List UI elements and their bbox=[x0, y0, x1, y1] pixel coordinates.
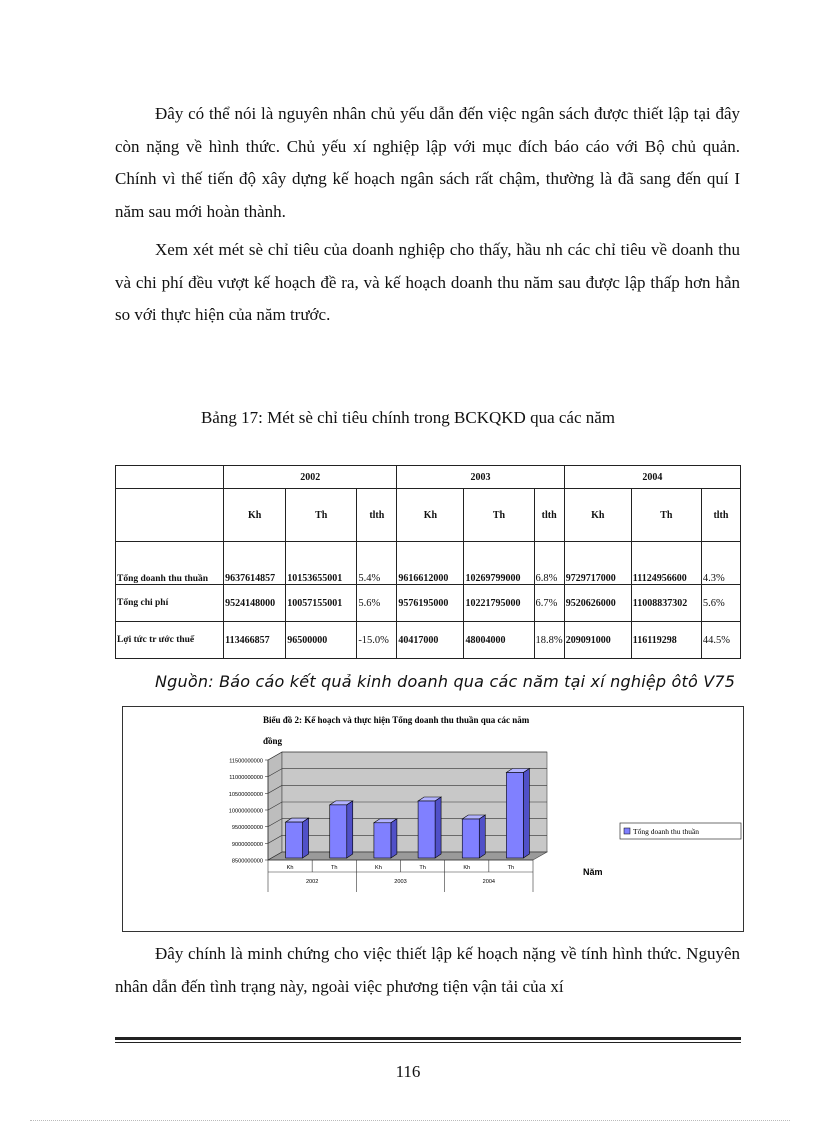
x-tick-label: Th bbox=[419, 865, 426, 871]
chart-floor bbox=[268, 852, 547, 860]
x-axis-label: Năm bbox=[583, 867, 603, 877]
sub-header-th: Th bbox=[464, 489, 534, 542]
table-corner bbox=[116, 466, 224, 489]
table-cell: 5.6% bbox=[357, 585, 397, 622]
bar bbox=[330, 805, 347, 858]
table-cell: 96500000 bbox=[286, 622, 357, 659]
table-cell: 10153655001 bbox=[286, 542, 357, 585]
year-header: 2002 bbox=[224, 466, 397, 489]
sub-header-kh: Kh bbox=[224, 489, 286, 542]
bar-side bbox=[523, 769, 529, 858]
table-cell: 116119298 bbox=[631, 622, 701, 659]
y-tick-label: 10500000000 bbox=[228, 791, 263, 798]
sub-header-tlth: tlth bbox=[357, 489, 397, 542]
table-cell: 48004000 bbox=[464, 622, 534, 659]
chart-title: Biểu đồ 2: Kế hoạch và thực hiện Tổng doanh thu thuần qua các năm bbox=[263, 715, 530, 725]
paragraph-3: Đây chính là minh chứng cho việc thiết lập kế hoạch nặng về tính hình thức. Nguyên nhân dẫn đến tình trạng này, ngoài việc phương tiện vận tải của xí bbox=[115, 944, 740, 996]
table-cell: 9520626000 bbox=[564, 585, 631, 622]
y-tick-label: 9500000000 bbox=[231, 825, 263, 832]
table-cell: 9524148000 bbox=[224, 585, 286, 622]
table-cell: 9616612000 bbox=[397, 542, 464, 585]
table-cell: 209091000 bbox=[564, 622, 631, 659]
table-sub-header bbox=[116, 489, 741, 542]
x-group-label: 2003 bbox=[394, 879, 407, 885]
financial-table bbox=[115, 465, 741, 659]
sub-header-kh: Kh bbox=[397, 489, 464, 542]
y-tick-label: 10000000000 bbox=[228, 808, 263, 815]
bar bbox=[374, 823, 391, 858]
bar-side bbox=[479, 815, 485, 858]
x-group-label: 2002 bbox=[305, 879, 319, 885]
bar-side bbox=[435, 797, 441, 858]
table-cell: 44.5% bbox=[701, 622, 740, 659]
table-cell: 10057155001 bbox=[286, 585, 357, 622]
table-cell: 9729717000 bbox=[564, 542, 631, 585]
table-cell: 113466857 bbox=[224, 622, 286, 659]
bar bbox=[418, 801, 435, 858]
chart-frame bbox=[122, 706, 744, 932]
legend-swatch bbox=[624, 828, 630, 834]
table-cell: 11008837302 bbox=[631, 585, 701, 622]
footer-rule bbox=[115, 1037, 741, 1040]
x-group-label: 2004 bbox=[482, 879, 496, 885]
table-corner bbox=[116, 489, 224, 542]
table-row bbox=[116, 622, 741, 659]
source-note: Nguồn: Báo cáo kết quả kinh doanh qua các năm tại xí nghiệp ôtô V75 bbox=[155, 672, 736, 691]
sub-header-tlth: tlth bbox=[534, 489, 564, 542]
table-cell: 6.8% bbox=[534, 542, 564, 585]
table-cell: 11124956600 bbox=[631, 542, 701, 585]
bar bbox=[286, 822, 303, 858]
sub-header-kh: Kh bbox=[564, 489, 631, 542]
x-tick-label: Th bbox=[507, 865, 515, 871]
row-label: Tổng doanh thu thuần bbox=[116, 542, 224, 585]
year-header: 2003 bbox=[397, 466, 564, 489]
table-cell: 9576195000 bbox=[397, 585, 464, 622]
table-cell: -15.0% bbox=[357, 622, 397, 659]
y-tick-label: 9000000000 bbox=[231, 841, 263, 848]
table-row bbox=[116, 585, 741, 622]
table-cell: 5.6% bbox=[701, 585, 740, 622]
table-cell: 6.7% bbox=[534, 585, 564, 622]
legend-label: Tổng doanh thu thuần bbox=[633, 827, 700, 836]
bar-chart bbox=[123, 707, 743, 931]
sub-header-tlth: tlth bbox=[701, 489, 740, 542]
bar bbox=[506, 773, 523, 858]
paragraph-2: Xem xét mét sè chỉ tiêu của doanh nghiệp cho thấy, hầu nh các chỉ tiêu về doanh thu và chi phí đều vượt kế hoạch đề ra, và kế hoạch doanh thu năm sau được lập thấp hơn hẳn so với thực hiện của năm trước. bbox=[115, 240, 740, 324]
y-tick-label: 11500000000 bbox=[229, 758, 263, 765]
table-row bbox=[116, 542, 741, 585]
y-tick-label: 8500000000 bbox=[231, 858, 263, 865]
row-label: Lợi tức tr ước thuế bbox=[116, 622, 224, 659]
row-label: Tổng chi phí bbox=[116, 585, 224, 622]
sub-header-th: Th bbox=[286, 489, 357, 542]
bar-side bbox=[347, 801, 353, 858]
bar-side bbox=[391, 819, 397, 858]
page-number: 116 bbox=[395, 1062, 421, 1081]
table-year-header bbox=[116, 466, 741, 489]
table-cell: 18.8% bbox=[534, 622, 564, 659]
table-caption: Bảng 17: Mét sè chỉ tiêu chính trong BCKQKD qua các năm bbox=[200, 408, 616, 427]
footer-rule-thin bbox=[115, 1042, 741, 1043]
paragraph-1: Đây có thể nói là nguyên nhân chủ yếu dẫn đến việc ngân sách được thiết lập tại đây còn nặng về hình thức. Chủ yếu xí nghiệp lập với mục đích báo cáo với Bộ chủ quản. Chính vì thế tiến độ xây dựng kế hoạch ngân sách rất chậm, thường là đã sang đến quí I năm sau mới hoàn thành. bbox=[115, 104, 740, 221]
x-tick-label: Kh bbox=[374, 865, 382, 871]
x-tick-label: Th bbox=[330, 865, 338, 871]
y-axis-label: đồng bbox=[263, 736, 283, 746]
table-cell: 10221795000 bbox=[464, 585, 534, 622]
table-cell: 40417000 bbox=[397, 622, 464, 659]
table-cell: 9637614857 bbox=[224, 542, 286, 585]
sub-header-th: Th bbox=[631, 489, 701, 542]
page-edge-dots bbox=[30, 1120, 790, 1121]
bar-side bbox=[303, 818, 309, 858]
bar bbox=[462, 819, 479, 858]
x-tick-label: Kh bbox=[286, 865, 294, 871]
y-tick-label: 11000000000 bbox=[229, 775, 263, 782]
table-cell: 4.3% bbox=[701, 542, 740, 585]
year-header: 2004 bbox=[564, 466, 740, 489]
table-cell: 5.4% bbox=[357, 542, 397, 585]
table-cell: 10269799000 bbox=[464, 542, 534, 585]
x-tick-label: Kh bbox=[463, 865, 471, 871]
